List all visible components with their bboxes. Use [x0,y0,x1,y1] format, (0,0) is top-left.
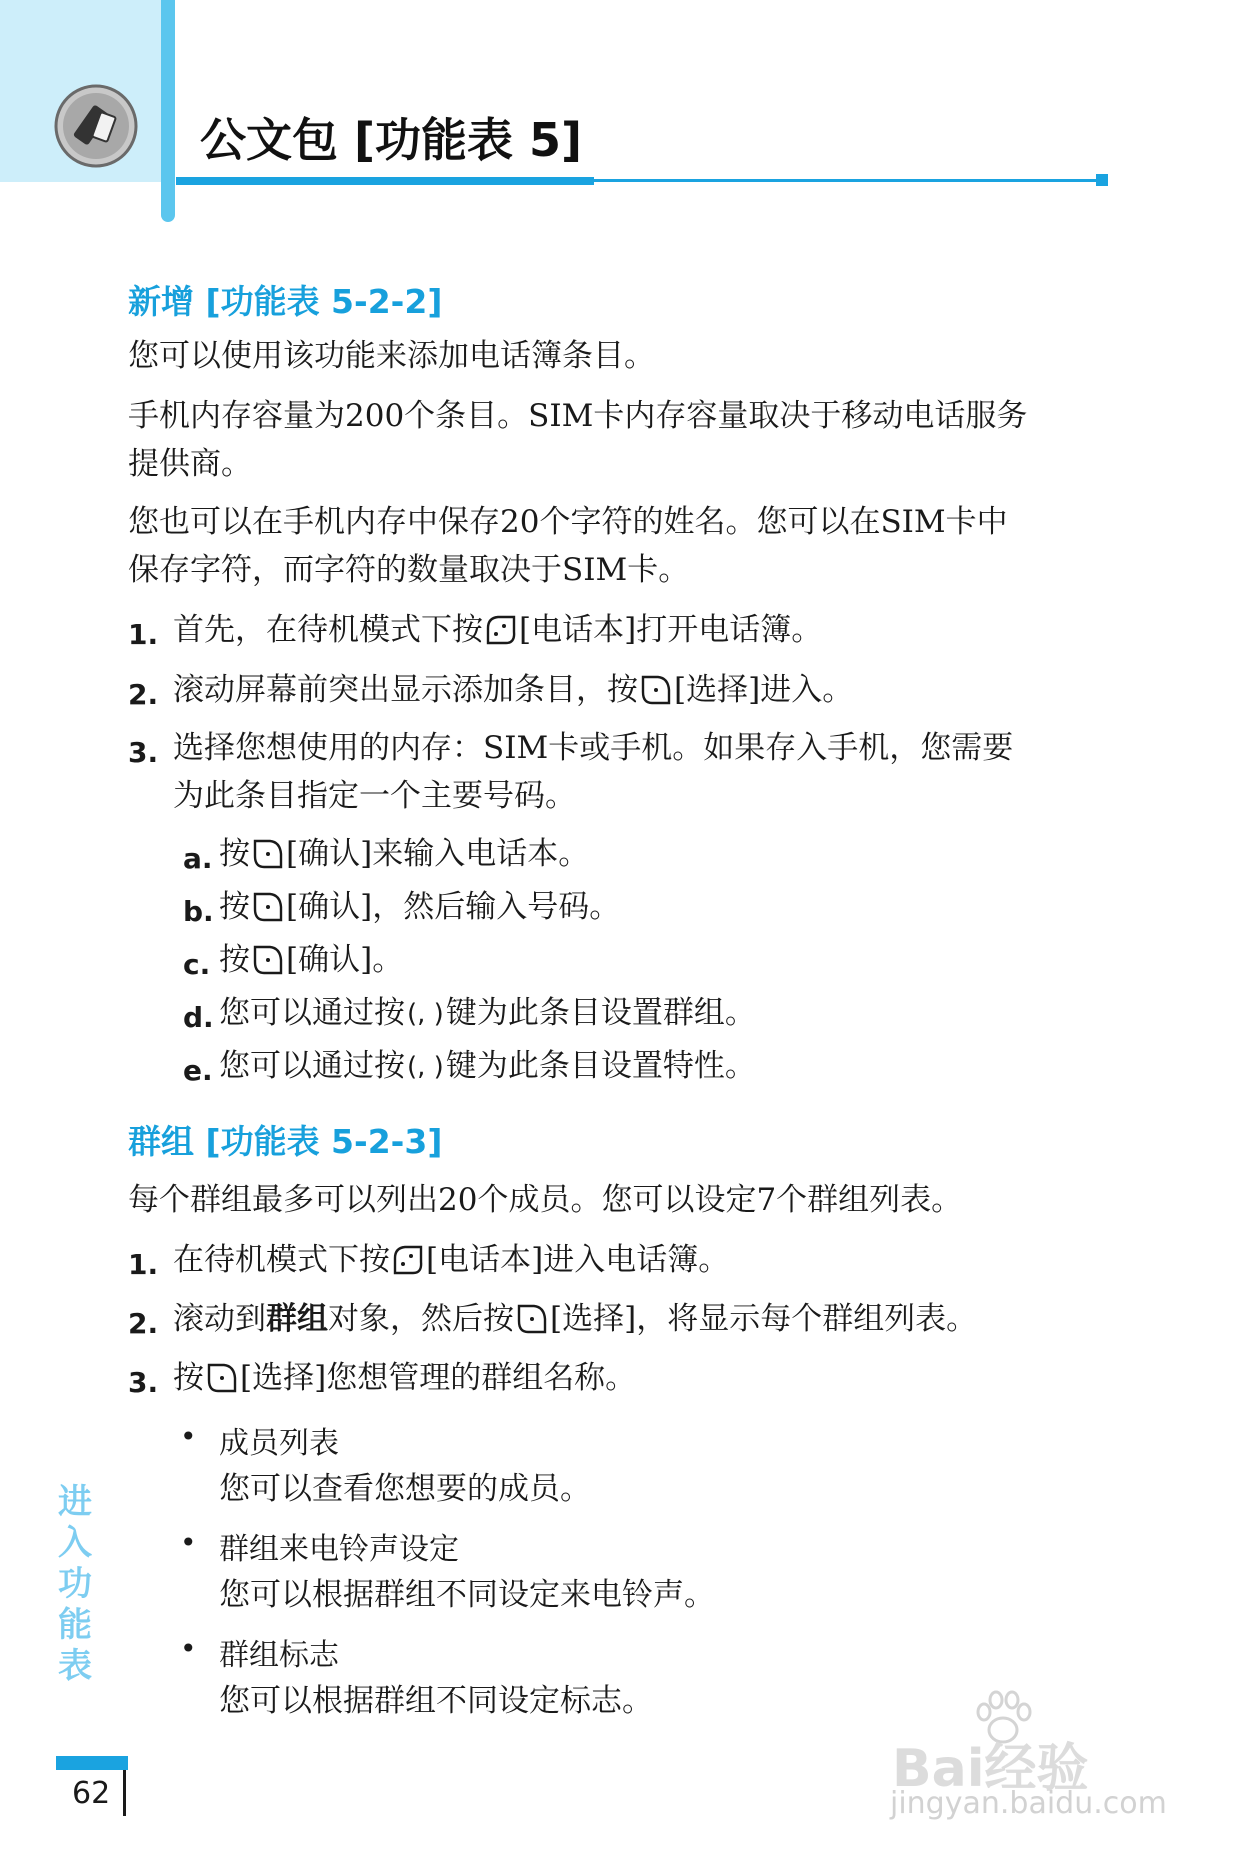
step-text [173,1354,636,1402]
bullet-title: 成员列表 [219,1426,339,1461]
step-number: 3. [128,736,159,769]
substep-text [219,989,756,1038]
step-number: 1. [128,618,159,651]
substep-text-post: 键为此条目设置特性。 [445,1048,756,1084]
bullet: • [180,1632,197,1665]
right-soft-key-icon [640,674,672,706]
bullet-desc: 您可以根据群组不同设定来电铃声。 [219,1577,715,1613]
page-number-rule [123,1770,126,1816]
step-text-bold: 群组 [266,1301,328,1337]
header-vertical-bar [161,0,175,222]
right-soft-key-icon [252,891,284,923]
right-soft-key-icon [252,944,284,976]
substep-label: c. [183,948,211,981]
step-text [173,606,822,654]
step-text: 选择您想使用的内存：SIM卡或手机。如果存入手机，您需要 [173,730,1014,766]
bullet-desc: 您可以查看您想要的成员。 [219,1471,591,1507]
step-text-pre: 滚动屏幕前突出显示添加条目，按 [173,672,638,708]
substep-label: a. [183,842,213,875]
step-text-post: [选择]，将显示每个群组列表。 [550,1301,978,1337]
substep-text-post: [确认]。 [286,942,404,978]
section-heading-group: 群组 [功能表 5-2-3] [128,1122,443,1161]
right-soft-key-icon [516,1303,548,1335]
title-rule-end [1096,174,1108,186]
page-title: 公文包 [功能表 5] [200,113,583,167]
title-rule [594,179,1102,182]
substep-label: d. [183,1001,214,1034]
bullet: • [180,1420,197,1453]
step-text-pre: 首先，在待机模式下按 [173,612,483,648]
step-text [173,666,853,714]
step-number: 2. [128,678,159,711]
paragraph: 每个群组最多可以列出20个成员。您可以设定7个群组列表。 [128,1182,963,1218]
substep-text-post: [确认]，然后输入号码。 [286,889,621,925]
paragraph: 手机内存容量为200个条目。SIM卡内存容量取决于移动电话服务 [128,398,1028,434]
step-text [173,1295,977,1343]
right-soft-key-icon [206,1362,238,1394]
title-underline [176,177,594,185]
substep-label: b. [183,895,214,928]
paragraph: 您可以使用该功能来添加电话簿条目。 [128,338,655,374]
substep-label: e. [183,1054,213,1087]
briefcase-icon [54,84,138,168]
nav-key-icon: (, ) [407,1052,444,1082]
step-number: 1. [128,1248,159,1281]
step-text-pre: 滚动到 [173,1301,266,1337]
side-section-label: 进入功能表 [58,1482,92,1686]
bullet-title: 群组标志 [219,1638,339,1673]
step-text-post: [电话本]进入电话簿。 [426,1242,730,1278]
section-heading-add: 新增 [功能表 5-2-2] [128,282,443,321]
substep-text [219,883,620,931]
substep-text [219,1042,756,1091]
step-text-mid: 对象，然后按 [328,1301,514,1337]
page-number-bar [56,1756,128,1770]
substep-text-pre: 您可以通过按 [219,995,405,1031]
substep-text-pre: 按 [219,889,250,925]
substep-text [219,830,589,878]
bullet-desc: 您可以根据群组不同设定标志。 [219,1683,653,1719]
step-text [173,1236,729,1284]
bullet: • [180,1526,197,1559]
substep-text-pre: 按 [219,942,250,978]
step-text-post: [电话本]打开电话簿。 [519,612,823,648]
paragraph: 保存字符，而字符的数量取决于SIM卡。 [128,552,690,588]
watermark-url: jingyan.baidu.com [890,1786,1167,1821]
step-text-pre: 按 [173,1360,204,1396]
substep-text-post: [确认]来输入电话本。 [286,836,590,872]
paragraph: 您也可以在手机内存中保存20个字符的姓名。您可以在SIM卡中 [128,504,1008,540]
paragraph: 提供商。 [128,446,252,482]
right-soft-key-icon [252,838,284,870]
left-soft-key-icon [392,1244,424,1276]
step-text: 为此条目指定一个主要号码。 [173,778,576,814]
substep-text-pre: 您可以通过按 [219,1048,405,1084]
bullet-title: 群组来电铃声设定 [219,1532,459,1567]
substep-text-post: 键为此条目设置群组。 [445,995,756,1031]
nav-key-icon: (, ) [407,999,444,1029]
step-number: 3. [128,1366,159,1399]
left-soft-key-icon [485,614,517,646]
page-number: 62 [72,1776,111,1811]
substep-text-pre: 按 [219,836,250,872]
step-text-post: [选择]您想管理的群组名称。 [240,1360,637,1396]
step-number: 2. [128,1307,159,1340]
step-text-pre: 在待机模式下按 [173,1242,390,1278]
step-text-post: [选择]进入。 [674,672,854,708]
watermark-brand: Bai经验 [892,1739,1089,1799]
substep-text [219,936,403,984]
